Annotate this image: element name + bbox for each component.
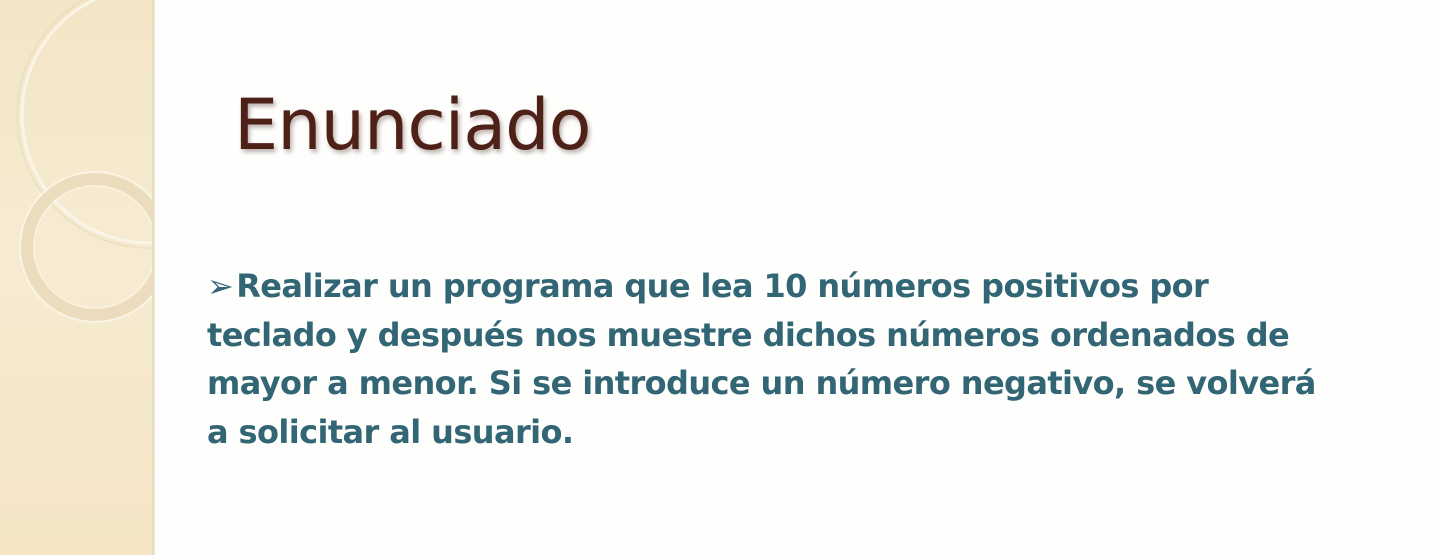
slide-body-bullet [207, 262, 1317, 456]
decorative-side-panel [0, 0, 152, 555]
bullet-arrow-icon: ➢ [207, 267, 234, 305]
side-panel-edge [152, 0, 155, 555]
slide-body-text: Realizar un programa que lea 10 números positivos por teclado y después nos muestre dichos números ordenados de mayor a menor. Si se introduce un número negativo, se volverá a solicitar al usuario. [207, 267, 1316, 451]
decorative-circles-icon [0, 0, 152, 555]
slide-title: Enunciado [234, 84, 591, 166]
